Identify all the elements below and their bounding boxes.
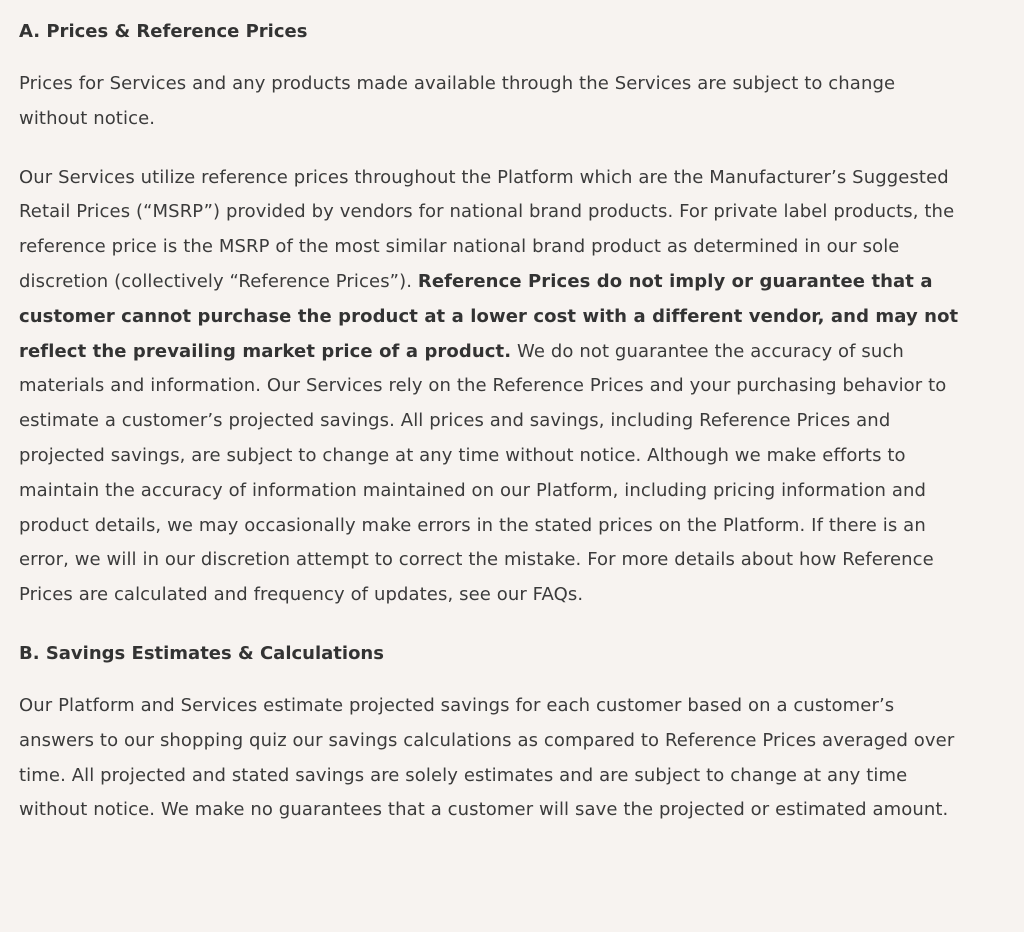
section-b-paragraph-1: Our Platform and Services estimate projected savings for each customer based on a customer’s answers to our shopping quiz our savings calculations as compared to Reference Prices averaged over time. All projected and stated savings are solely estimates and are subject to change at any time without notice. We make no guarantees that a customer will save the projected or estimated amount. [19, 694, 955, 821]
section-a-paragraph-2-rest: We do not guarantee the accuracy of such materials and information. Our Services rely on the Reference Prices and your purchasing behavior to estimate a customer’s projected savings. All prices and savings, including Reference Prices and projected savings, are subject to change at any time without notice. Although we make efforts to maintain the accuracy of information maintained on our Platform, including pricing information and product details, we may occasionally make errors in the stated prices on the Platform. If there is an error, we will in our discretion attempt to correct the mistake. For more details about how Reference Prices are calculated and frequency of updates, see our FAQs. [19, 340, 947, 606]
section-prices-reference-prices [19, 19, 968, 613]
section-a-paragraph-1: Prices for Services and any products made available through the Services are subject to change without notice. [19, 73, 896, 129]
reference-prices-disclaimer: Reference Prices do not imply or guarantee that a customer cannot purchase the product at a lower cost with a different vendor, and may not reflect the prevailing market price of a product. [19, 270, 959, 362]
section-a-paragraph-2 [19, 161, 968, 613]
section-savings-estimates [19, 641, 968, 828]
section-a-heading: A. Prices & Reference Prices [19, 21, 308, 42]
section-a-paragraph-2-intro: Our Services utilize reference prices throughout the Platform which are the Manufacturer’s Suggested Retail Prices (“MSRP”) provided by vendors for national brand products. For private label products, the reference price is the MSRP of the most similar national brand product as determined in our sole discretion (collectively “Reference Prices”). [19, 166, 955, 292]
section-b-heading: B. Savings Estimates & Calculations [19, 642, 384, 664]
